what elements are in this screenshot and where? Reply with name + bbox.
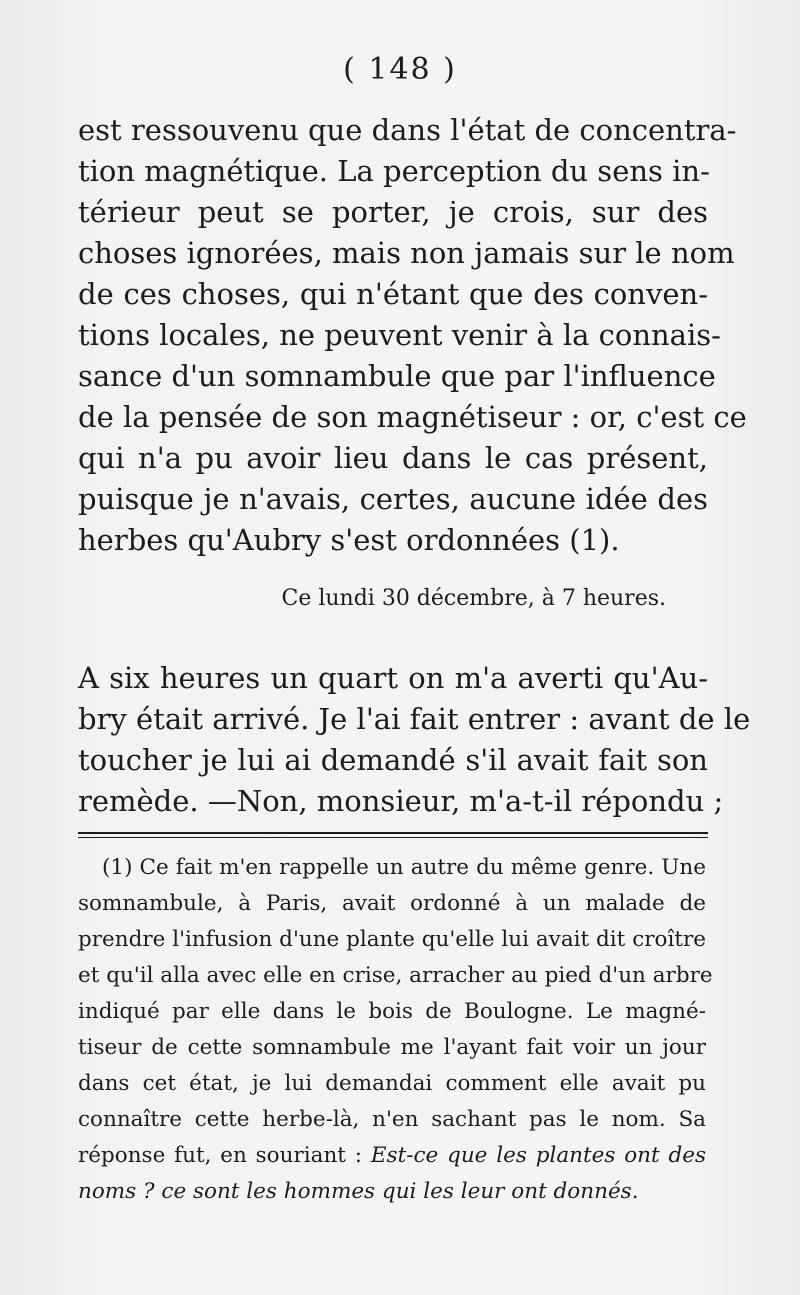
page-number: ( 148 ) [343, 52, 457, 87]
paragraph-new [78, 658, 751, 822]
footnote-line: somnambule, à Paris, avait ordonné à un malade de [78, 891, 706, 916]
text-line: de la pensée de son magnétiseur : or, c'est ce [78, 400, 747, 434]
text-line: bry était arrivé. Je l'ai fait entrer : avant de le [78, 702, 751, 736]
footnote-rule-thin [78, 837, 708, 838]
text-line: remède. —Non, monsieur, m'a-t-il répondu ; [78, 784, 724, 818]
footnote-line: prendre l'infusion d'une plante qu'elle lui avait dit croître [78, 927, 706, 952]
footnote [78, 850, 713, 1210]
footnote-line: et qu'il alla avec elle en crise, arracher au pied d'un arbre [78, 963, 713, 988]
footnote-line: indiqué par elle dans le bois de Boulogne. Le magné- [78, 999, 706, 1024]
footnote-line-mixed [78, 1138, 706, 1174]
text-line: A six heures un quart on m'a averti qu'Au- [78, 661, 708, 695]
text-line: herbes qu'Aubry s'est ordonnées (1). [78, 523, 620, 557]
text-line: toucher je lui ai demandé s'il avait fait son [78, 743, 708, 777]
text-line: sance d'un somnambule que par l'influence [78, 359, 716, 393]
footnote-line: dans cet état, je lui demandai comment elle avait pu [78, 1071, 706, 1096]
text-line: tions locales, ne peuvent venir à la connais- [78, 318, 721, 352]
dateline: Ce lundi 30 décembre, à 7 heures. [281, 586, 666, 611]
text-line: choses ignorées, mais non jamais sur le nom [78, 236, 735, 270]
footnote-line: connaître cette herbe-là, n'en sachant pas le nom. Sa [78, 1107, 706, 1132]
text-line: térieur peut se porter, je crois, sur des [78, 195, 708, 229]
text-line: qui n'a pu avoir lieu dans le cas présent, [78, 441, 708, 475]
footnote-line: (1) Ce fait m'en rappelle un autre du même genre. Une [102, 855, 706, 880]
text-line: puisque je n'avais, certes, aucune idée des [78, 482, 708, 516]
text-line: tion magnétique. La perception du sens in- [78, 154, 710, 188]
footnote-italic-text: Est-ce que les plantes ont des [370, 1143, 707, 1168]
footnote-line: noms ? ce sont les hommes qui les leur ont donnés. [78, 1179, 639, 1204]
text-line: est ressouvenu que dans l'état de concentra- [78, 113, 737, 147]
footnote-text: réponse fut, en souriant : [78, 1143, 371, 1168]
footnote-line: tiseur de cette somnambule me l'ayant fait voir un jour [78, 1035, 706, 1060]
paragraph-continued [78, 110, 747, 561]
text-line: de ces choses, qui n'étant que des conven- [78, 277, 708, 311]
footnote-rule [78, 832, 708, 834]
